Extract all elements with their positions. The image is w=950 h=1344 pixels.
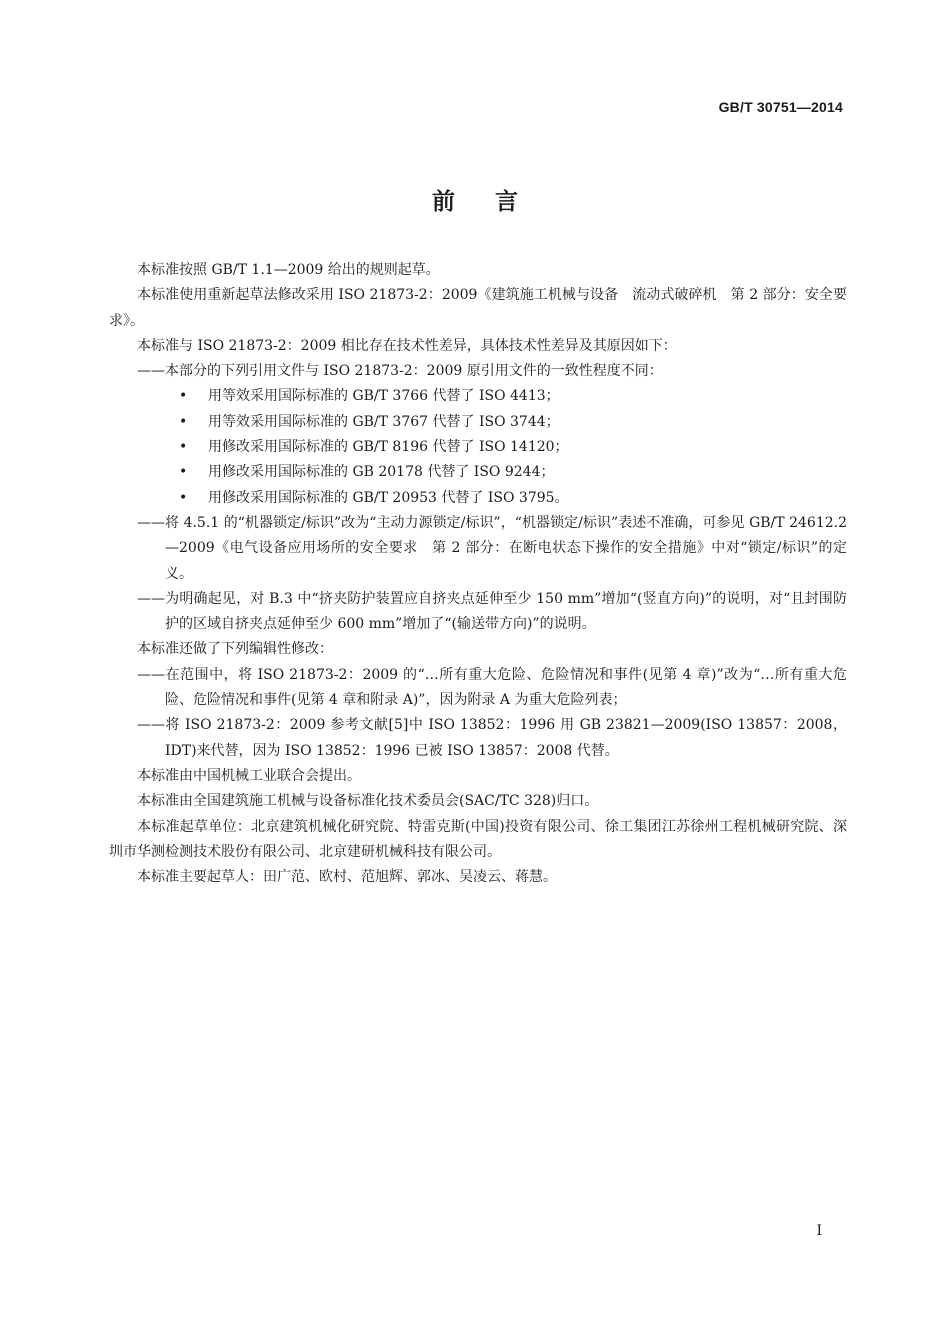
paragraph-committee: 本标准由全国建筑施工机械与设备标准化技术委员会(SAC/TC 328)归口。 bbox=[137, 793, 599, 810]
page-title bbox=[0, 183, 950, 216]
bullet-icon: • bbox=[179, 413, 188, 430]
list-item: • 用等效采用国际标准的 GB/T 3766 代替了 ISO 4413； bbox=[109, 384, 847, 409]
list-item: • 用修改采用国际标准的 GB 20178 代替了 ISO 9244； bbox=[109, 460, 847, 485]
dash-item-bibliography: ——将 ISO 21873-2：2009 参考文献[5]中 ISO 13852：1996 用 GB 23821—2009(ISO 13857：2008，IDT)来代替，因为 ISO 13852：1996 已被 ISO 13857：2008 代替。 bbox=[137, 717, 847, 759]
paragraph-differences: 本标准与 ISO 21873-2：2009 相比存在技术性差异，具体技术性差异及其原因如下： bbox=[137, 337, 677, 354]
bullet-icon: • bbox=[179, 489, 188, 506]
document-body bbox=[109, 258, 847, 890]
page-number: I bbox=[816, 1223, 822, 1239]
list-item: • 用修改采用国际标准的 GB/T 20953 代替了 ISO 3795。 bbox=[109, 486, 847, 511]
bullet-icon: • bbox=[179, 464, 188, 481]
paragraph-drafting-rules: 本标准按照 GB/T 1.1—2009 给出的规则起草。 bbox=[137, 262, 440, 278]
list-item: • 用修改采用国际标准的 GB/T 8196 代替了 ISO 14120； bbox=[109, 435, 847, 460]
dash-item-references: ——本部分的下列引用文件与 ISO 21873-2：2009 原引用文件的一致性程度不同： bbox=[137, 363, 663, 380]
dash-item-scope: ——在范围中，将 ISO 21873-2：2009 的“…所有重大危险、危险情况和事件(见第 4 章)”改为“…所有重大危险、危险情况和事件(见第 4 章和附录 A)”，因为附录 A 为重大危险列表； bbox=[137, 666, 847, 709]
bullet-list bbox=[109, 384, 847, 510]
paragraph-drafting-units: 本标准起草单位：北京建筑机械化研究院、特雷克斯(中国)投资有限公司、徐工集团江苏徐州工程机械研究院、深圳市华测检测技术股份有限公司、北京建研机械科技有限公司。 bbox=[109, 818, 847, 860]
list-item: • 用等效采用国际标准的 GB/T 3767 代替了 ISO 3744； bbox=[109, 410, 847, 435]
paragraph-drafters: 本标准主要起草人：田广范、欧村、范旭辉、郭冰、吴凌云、蒋慧。 bbox=[137, 869, 557, 886]
title-char-2: 言 bbox=[495, 188, 518, 215]
dash-item-lockout: ——将 4.5.1 的“机器锁定/标识”改为“主动力源锁定/标识”，“机器锁定/标识”表述不准确，可参见 GB/T 24612.2—2009《电气设备应用场所的安全要求 第 2 部分：在断电状态下操作的安全措施》中对“锁定/标识”的定义。 bbox=[137, 514, 847, 582]
paragraph-proposer: 本标准由中国机械工业联合会提出。 bbox=[137, 767, 361, 784]
bullet-icon: • bbox=[179, 439, 188, 456]
paragraph-editorial: 本标准还做了下列编辑性修改： bbox=[137, 641, 333, 658]
paragraph-adoption: 本标准使用重新起草法修改采用 ISO 21873-2：2009《建筑施工机械与设备 流动式破碎机 第 2 部分：安全要求》。 bbox=[109, 287, 847, 329]
title-char-1: 前 bbox=[432, 188, 455, 215]
dash-item-guard: ——为明确起见，对 B.3 中“挤夹防护装置应自挤夹点延伸至少 150 mm”增加“(竖直方向)”的说明，对“且封围防护的区域自挤夹点延伸至少 600 mm”增加了“(输送带方向)”的说明。 bbox=[137, 590, 847, 633]
standard-number: GB/T 30751—2014 bbox=[718, 99, 843, 115]
bullet-icon: • bbox=[179, 388, 188, 405]
